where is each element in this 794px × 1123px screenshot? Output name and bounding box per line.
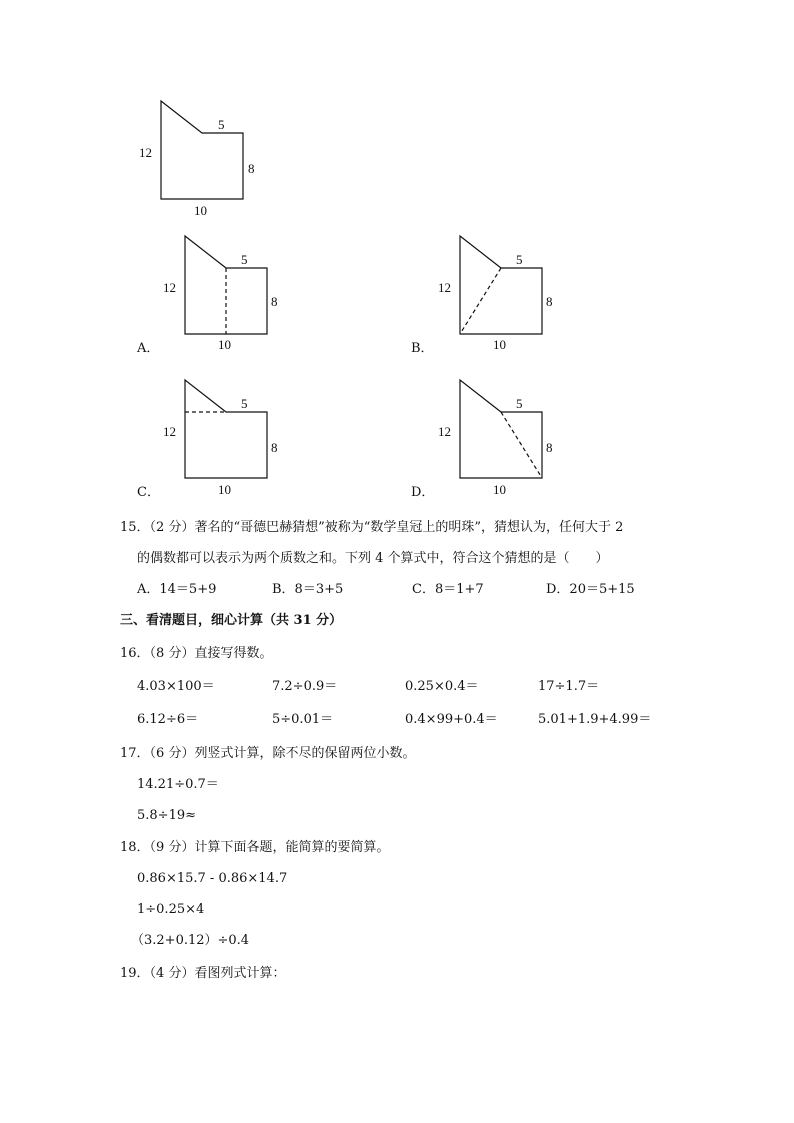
q17-title: 17．（6 分）列竖式计算，除不尽的保留两位小数。 xyxy=(120,746,416,761)
q17-item: 14.21÷0.7＝ xyxy=(137,777,219,792)
option-c-label-10: 10 xyxy=(218,482,231,497)
option-b-figure xyxy=(430,230,560,355)
q15-line1: 15．（2 分）著名的“哥德巴赫猜想”被称为“数学皇冠上的明珠”，猜想认为，任何大于 2 xyxy=(120,520,624,535)
q16-item: 6.12÷6＝ xyxy=(137,712,199,727)
main-label-8: 8 xyxy=(248,161,255,176)
q15-choice-c: C．8＝1+7 xyxy=(412,582,484,597)
option-a-letter: A． xyxy=(137,341,160,356)
q15-line2: 的偶数都可以表示为两个质数之和。下列 4 个算式中，符合这个猜想的是（ ） xyxy=(137,551,609,566)
q18-title: 18．（9 分）计算下面各题，能简算的要简算。 xyxy=(120,840,390,855)
q18-item: 1÷0.25×4 xyxy=(137,902,205,917)
option-b-label-5: 5 xyxy=(516,252,523,267)
q16-item: 5÷0.01＝ xyxy=(272,712,334,727)
option-a-figure xyxy=(155,230,285,355)
option-a-label-5: 5 xyxy=(241,252,248,267)
main-figure-outline xyxy=(161,101,243,199)
q16-item: 5.01+1.9+4.99＝ xyxy=(538,712,652,727)
q18-item: （3.2+0.12）÷0.4 xyxy=(131,933,250,948)
q18-item: 0.86×15.7 - 0.86×14.7 xyxy=(137,871,288,886)
q16-item: 7.2÷0.9＝ xyxy=(272,679,338,694)
option-d-label-5: 5 xyxy=(516,396,523,411)
option-d-label-10: 10 xyxy=(493,482,506,497)
q16-item: 17÷1.7＝ xyxy=(538,679,600,694)
option-b-label-12: 12 xyxy=(438,280,451,295)
option-b-dashed-line xyxy=(460,268,501,334)
main-label-10: 10 xyxy=(194,203,207,218)
option-b-label-10: 10 xyxy=(493,337,506,352)
q16-item: 0.25×0.4＝ xyxy=(405,679,479,694)
option-a-label-12: 12 xyxy=(163,280,176,295)
option-c-label-8: 8 xyxy=(271,440,278,455)
q16-title: 16．（8 分）直接写得数。 xyxy=(120,646,273,661)
option-b-label-8: 8 xyxy=(546,294,553,309)
option-d-dashed-line xyxy=(501,412,542,478)
option-c-letter: C． xyxy=(137,485,160,500)
q15-choice-d: D．20＝5+15 xyxy=(546,582,635,597)
main-label-5: 5 xyxy=(218,117,225,132)
q15-choice-a: A．14＝5+9 xyxy=(137,582,217,597)
option-d-outline xyxy=(460,380,542,478)
q16-item: 0.4×99+0.4＝ xyxy=(405,712,498,727)
option-b-letter: B． xyxy=(411,341,434,356)
option-c-outline xyxy=(185,380,267,478)
option-c-label-12: 12 xyxy=(163,424,176,439)
option-c-figure xyxy=(155,374,285,499)
option-a-label-10: 10 xyxy=(218,337,231,352)
q16-item: 4.03×100＝ xyxy=(137,679,215,694)
option-d-label-8: 8 xyxy=(546,440,553,455)
q19-title: 19．（4 分）看图列式计算： xyxy=(120,966,286,981)
option-d-label-12: 12 xyxy=(438,424,451,439)
q17-item: 5.8÷19≈ xyxy=(137,808,197,823)
option-c-label-5: 5 xyxy=(241,396,248,411)
section3-title: 三、看清题目，细心计算（共 31 分） xyxy=(120,613,343,628)
option-b-outline xyxy=(460,236,542,334)
q15-choice-b: B．8＝3+5 xyxy=(272,582,344,597)
main-figure xyxy=(130,95,270,220)
option-a-label-8: 8 xyxy=(271,294,278,309)
option-d-letter: D． xyxy=(411,485,435,500)
option-d-figure xyxy=(430,374,560,499)
main-label-12: 12 xyxy=(139,145,152,160)
